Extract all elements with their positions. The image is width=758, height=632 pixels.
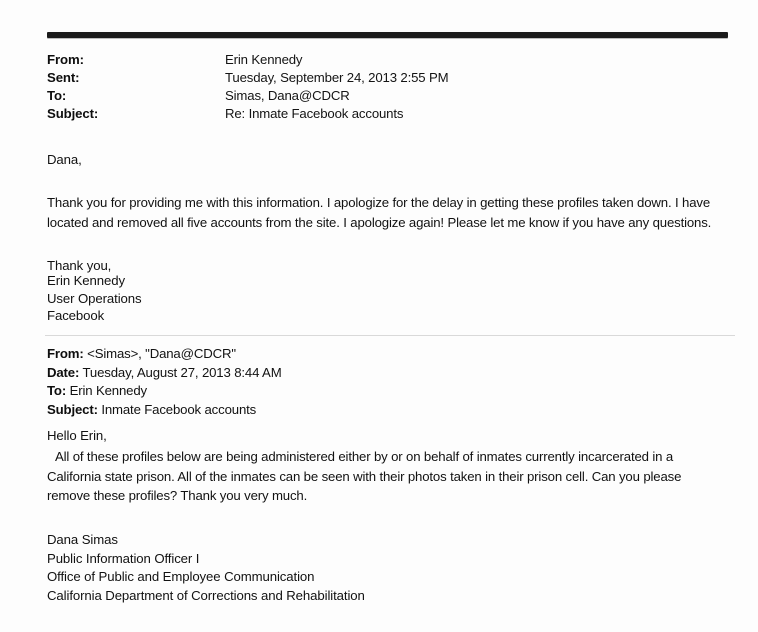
header-row-sent: [47, 70, 728, 87]
reply-greeting: Dana,: [47, 152, 82, 167]
quoted-greeting: Hello Erin,: [47, 428, 107, 443]
quoted-row-to: [47, 382, 728, 401]
reply-paragraph: Thank you for providing me with this information. I apologize for the delay in getting these profiles taken down. I have located and removed all five accounts from the site. I apologize again! Please let me know if you have any questions.: [47, 195, 712, 230]
quoted-signature-name: Dana Simas: [47, 532, 118, 547]
quoted-value-subject: Inmate Facebook accounts: [101, 401, 257, 417]
quoted-message-divider: [45, 335, 735, 336]
quoted-row-from: [47, 345, 728, 364]
quoted-signature-block: [47, 531, 365, 605]
reply-body: [47, 152, 725, 273]
header-label-subject: Subject:: [47, 106, 99, 121]
signature-title: User Operations: [47, 290, 142, 306]
reply-signature-block: [47, 272, 142, 325]
header-label-to: To:: [47, 88, 67, 103]
quoted-paragraph: All of these profiles below are being administered either by or on behalf of inmates currently incarcerated in a California state prison. All of the inmates can be seen with their photos taken in their prison cell. Can you please remove these profiles? Thank you very much.: [47, 449, 682, 503]
header-row-from: [47, 52, 728, 69]
header-value-from: Erin Kennedy: [225, 52, 303, 67]
top-black-rule: [47, 32, 728, 38]
signature-company: Facebook: [47, 308, 105, 323]
quoted-body: [47, 428, 725, 506]
signature-name: Erin Kennedy: [47, 273, 125, 288]
quoted-row-date: [47, 364, 728, 383]
reply-email-header: [47, 52, 728, 124]
quoted-label-to: To:: [47, 383, 67, 399]
header-value-subject: Re: Inmate Facebook accounts: [225, 106, 404, 121]
quoted-label-date: Date:: [47, 364, 80, 380]
quoted-value-to: Erin Kennedy: [69, 383, 147, 399]
quoted-row-subject: [47, 401, 728, 420]
reply-closing: Thank you,: [47, 258, 112, 273]
header-row-to: [47, 88, 728, 105]
quoted-value-date: Tuesday, August 27, 2013 8:44 AM: [82, 364, 282, 380]
quoted-signature-department: California Department of Corrections and Rehabilitation: [47, 587, 365, 603]
quoted-email-header: [47, 345, 728, 419]
quoted-signature-title: Public Information Officer I: [47, 550, 200, 566]
header-value-to: Simas, Dana@CDCR: [225, 88, 350, 103]
header-label-from: From:: [47, 52, 84, 67]
quoted-label-subject: Subject:: [47, 401, 98, 417]
quoted-signature-office: Office of Public and Employee Communication: [47, 569, 315, 585]
quoted-value-from: <Simas>, "Dana@CDCR": [87, 346, 236, 361]
quoted-label-from: From:: [47, 346, 84, 361]
header-label-sent: Sent:: [47, 70, 80, 85]
header-row-subject: [47, 106, 728, 123]
header-value-sent: Tuesday, September 24, 2013 2:55 PM: [225, 70, 449, 85]
